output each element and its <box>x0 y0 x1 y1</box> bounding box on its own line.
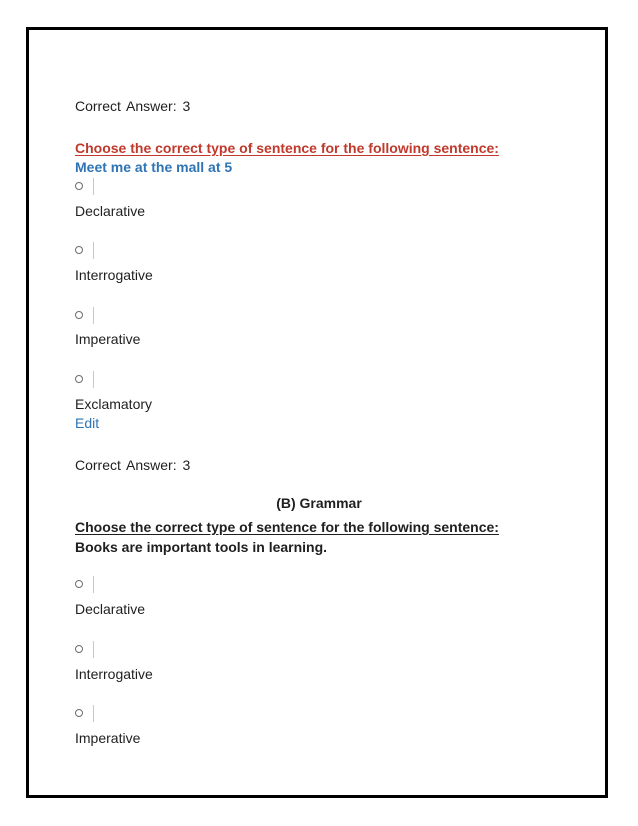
radio-exclamatory[interactable] <box>75 375 83 383</box>
radio-declarative[interactable] <box>75 580 83 588</box>
question-prompt: Choose the correct type of sentence for the following sentence: <box>75 140 499 156</box>
question-sentence: Books are important tools in learning. <box>75 539 328 555</box>
correct-answer-label: Correct Answer: 3 <box>75 98 191 114</box>
option-label-interrogative: Interrogative <box>75 267 153 283</box>
radio-divider <box>93 178 94 195</box>
radio-interrogative[interactable] <box>75 645 83 653</box>
edit-link[interactable]: Edit <box>75 415 100 431</box>
radio-declarative[interactable] <box>75 182 83 190</box>
correct-answer-label: Correct Answer: 3 <box>75 457 191 473</box>
option-label-imperative: Imperative <box>75 730 141 746</box>
radio-divider <box>93 705 94 722</box>
radio-interrogative[interactable] <box>75 246 83 254</box>
radio-divider <box>93 576 94 593</box>
question-sentence: Meet me at the mall at 5 <box>75 159 233 175</box>
radio-divider <box>93 371 94 388</box>
option-label-imperative: Imperative <box>75 331 141 347</box>
option-label-declarative: Declarative <box>75 203 146 219</box>
question-prompt: Choose the correct type of sentence for the following sentence: <box>75 519 499 535</box>
option-label-exclamatory: Exclamatory <box>75 396 153 412</box>
radio-imperative[interactable] <box>75 311 83 319</box>
radio-imperative[interactable] <box>75 709 83 717</box>
radio-divider <box>93 641 94 658</box>
option-label-interrogative: Interrogative <box>75 666 153 682</box>
radio-divider <box>93 242 94 259</box>
radio-divider <box>93 307 94 324</box>
section-heading: (B) Grammar <box>276 495 362 511</box>
option-label-declarative: Declarative <box>75 601 146 617</box>
